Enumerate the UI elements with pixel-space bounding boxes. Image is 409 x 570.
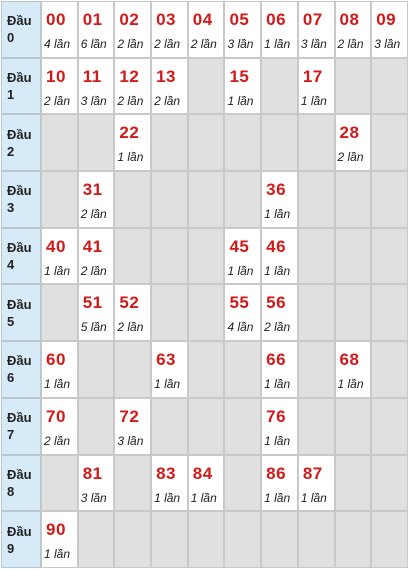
- empty-cell: [78, 341, 115, 398]
- row-head-label: Đầu: [7, 466, 32, 482]
- empty-cell: [114, 341, 151, 398]
- empty-cell: [298, 284, 335, 341]
- empty-cell: [188, 228, 225, 285]
- row-head-digit: 7: [7, 427, 15, 443]
- empty-cell: [188, 114, 225, 171]
- cell-number: 86: [266, 463, 287, 483]
- row-head-digit: 6: [7, 370, 15, 386]
- cell-number: 51: [82, 293, 103, 313]
- empty-cell: [335, 455, 372, 512]
- number-cell: [78, 1, 115, 58]
- cell-count: 1 lần: [44, 547, 71, 562]
- empty-cell: [41, 455, 78, 512]
- cell-count: 2 lần: [44, 433, 71, 448]
- number-cell: [41, 511, 78, 568]
- empty-cell: [114, 455, 151, 512]
- empty-cell: [261, 511, 298, 568]
- number-cell: [78, 171, 115, 228]
- number-cell: [78, 455, 115, 512]
- empty-cell: [371, 114, 408, 171]
- empty-cell: [371, 398, 408, 455]
- number-cell: [261, 228, 298, 285]
- cell-count: 3 lần: [227, 37, 254, 51]
- cell-number: 70: [46, 406, 66, 426]
- cell-number: 13: [156, 66, 176, 86]
- empty-cell: [188, 284, 225, 341]
- row-head-digit: 5: [7, 313, 15, 329]
- cell-count: 1 lần: [264, 263, 291, 278]
- cell-count: 2 lần: [80, 263, 107, 278]
- cell-number: 10: [46, 66, 66, 86]
- cell-number: 87: [302, 463, 323, 483]
- number-cell: [335, 114, 372, 171]
- number-cell: [41, 58, 78, 115]
- cell-count: 3 lần: [117, 433, 144, 448]
- cell-count: 1 lần: [300, 490, 327, 505]
- empty-cell: [261, 58, 298, 115]
- empty-cell: [224, 455, 261, 512]
- empty-cell: [41, 171, 78, 228]
- number-cell: [41, 341, 78, 398]
- empty-cell: [371, 455, 408, 512]
- cell-number: 84: [192, 463, 213, 483]
- cell-number: 22: [119, 123, 140, 143]
- empty-cell: [78, 398, 115, 455]
- empty-cell: [41, 114, 78, 171]
- row-head-5: [1, 284, 41, 341]
- empty-cell: [151, 171, 188, 228]
- empty-cell: [224, 511, 261, 568]
- empty-cell: [151, 511, 188, 568]
- cell-count: 6 lần: [80, 37, 107, 51]
- cell-number: 68: [339, 350, 360, 370]
- empty-cell: [224, 341, 261, 398]
- cell-count: 1 lần: [227, 93, 254, 108]
- empty-cell: [188, 58, 225, 115]
- cell-number: 31: [82, 180, 103, 200]
- row-head-label: Đầu: [7, 183, 32, 199]
- empty-cell: [188, 398, 225, 455]
- number-cell: [114, 1, 151, 58]
- number-cell: [224, 228, 261, 285]
- cell-number: 05: [229, 10, 250, 29]
- row-head-8: [1, 455, 41, 512]
- cell-number: 03: [156, 10, 176, 29]
- cell-count: 1 lần: [154, 377, 181, 392]
- cell-count: 1 lần: [264, 433, 291, 448]
- number-cell: [261, 1, 298, 58]
- row-head-label: Đầu: [7, 523, 32, 539]
- number-cell: [261, 398, 298, 455]
- cell-number: 40: [46, 236, 66, 256]
- cell-number: 36: [266, 180, 287, 200]
- empty-cell: [188, 341, 225, 398]
- row-head-label: Đầu: [7, 13, 32, 29]
- cell-count: 1 lần: [264, 377, 291, 392]
- cell-count: 2 lần: [117, 37, 144, 51]
- number-cell: [114, 284, 151, 341]
- cell-count: 1 lần: [190, 490, 217, 505]
- empty-cell: [224, 171, 261, 228]
- number-cell: [151, 58, 188, 115]
- empty-cell: [371, 341, 408, 398]
- empty-cell: [371, 284, 408, 341]
- row-head-label: Đầu: [7, 126, 32, 142]
- number-cell: [261, 284, 298, 341]
- empty-cell: [298, 511, 335, 568]
- cell-number: 45: [229, 236, 250, 256]
- empty-cell: [188, 171, 225, 228]
- number-cell: [224, 1, 261, 58]
- cell-number: 46: [266, 236, 287, 256]
- empty-cell: [41, 284, 78, 341]
- empty-cell: [371, 228, 408, 285]
- cell-number: 06: [266, 10, 287, 29]
- number-cell: [114, 58, 151, 115]
- row-head-label: Đầu: [7, 353, 32, 369]
- cell-count: 4 lần: [227, 320, 254, 335]
- empty-cell: [78, 511, 115, 568]
- empty-cell: [371, 511, 408, 568]
- cell-number: 41: [82, 236, 103, 256]
- row-head-6: [1, 341, 41, 398]
- cell-count: 1 lần: [264, 207, 291, 222]
- cell-count: 1 lần: [300, 93, 327, 108]
- row-head-digit: 0: [7, 30, 15, 46]
- empty-cell: [78, 114, 115, 171]
- cell-number: 72: [119, 406, 140, 426]
- empty-cell: [298, 341, 335, 398]
- number-cell: [78, 284, 115, 341]
- cell-count: 3 lần: [80, 490, 107, 505]
- cell-count: 2 lần: [80, 207, 107, 222]
- row-head-digit: 4: [7, 257, 15, 273]
- empty-cell: [224, 114, 261, 171]
- row-head-digit: 1: [7, 87, 15, 103]
- empty-cell: [335, 511, 372, 568]
- empty-cell: [335, 228, 372, 285]
- number-cell: [298, 1, 335, 58]
- cell-number: 60: [46, 350, 66, 370]
- cell-count: 1 lần: [44, 377, 71, 392]
- row-head-label: Đầu: [7, 410, 32, 426]
- cell-count: 2 lần: [190, 37, 217, 51]
- cell-number: 04: [192, 10, 213, 29]
- row-head-3: [1, 171, 41, 228]
- row-head-digit: 3: [7, 200, 15, 216]
- empty-cell: [335, 171, 372, 228]
- number-cell: [78, 58, 115, 115]
- cell-count: 2 lần: [337, 37, 364, 51]
- empty-cell: [298, 228, 335, 285]
- number-cell: [335, 1, 372, 58]
- row-head-label: Đầu: [7, 296, 32, 312]
- cell-number: 15: [229, 66, 250, 86]
- cell-count: 1 lần: [117, 150, 144, 165]
- empty-cell: [371, 58, 408, 115]
- row-head-9: [1, 511, 41, 568]
- cell-count: 2 lần: [337, 150, 364, 165]
- cell-count: 2 lần: [117, 93, 144, 108]
- number-cell: [261, 341, 298, 398]
- empty-cell: [298, 398, 335, 455]
- number-cell: [151, 455, 188, 512]
- cell-number: 02: [119, 10, 140, 29]
- row-head-label: Đầu: [7, 240, 32, 256]
- cell-count: 3 lần: [300, 37, 327, 51]
- cell-number: 52: [119, 293, 140, 313]
- cell-count: 2 lần: [44, 93, 71, 108]
- empty-cell: [298, 171, 335, 228]
- cell-number: 17: [302, 66, 323, 86]
- cell-count: 2 lần: [264, 320, 291, 335]
- empty-cell: [151, 228, 188, 285]
- number-cell: [371, 1, 408, 58]
- number-cell: [41, 398, 78, 455]
- empty-cell: [224, 398, 261, 455]
- number-cell: [151, 341, 188, 398]
- cell-count: 3 lần: [80, 93, 107, 108]
- number-cell: [298, 58, 335, 115]
- cell-number: 90: [46, 520, 66, 540]
- cell-count: 2 lần: [117, 320, 144, 335]
- cell-number: 63: [156, 350, 176, 370]
- cell-count: 1 lần: [227, 263, 254, 278]
- cell-number: 01: [82, 10, 103, 29]
- empty-cell: [371, 171, 408, 228]
- empty-cell: [335, 398, 372, 455]
- number-cell: [298, 455, 335, 512]
- cell-count: 1 lần: [44, 263, 71, 278]
- cell-count: 1 lần: [264, 490, 291, 505]
- cell-number: 09: [376, 10, 397, 29]
- row-head-digit: 8: [7, 483, 15, 499]
- cell-count: 1 lần: [154, 490, 181, 505]
- row-head-1: [1, 58, 41, 115]
- number-cell: [335, 341, 372, 398]
- cell-count: 1 lần: [337, 377, 364, 392]
- cell-number: 00: [46, 10, 66, 29]
- empty-cell: [298, 114, 335, 171]
- cell-number: 83: [156, 463, 176, 483]
- number-cell: [188, 1, 225, 58]
- number-cell: [224, 58, 261, 115]
- empty-cell: [151, 398, 188, 455]
- empty-cell: [335, 284, 372, 341]
- cell-count: 2 lần: [154, 37, 181, 51]
- cell-number: 81: [82, 463, 103, 483]
- number-cell: [78, 228, 115, 285]
- empty-cell: [114, 511, 151, 568]
- row-head-7: [1, 398, 41, 455]
- number-cell: [114, 114, 151, 171]
- row-head-0: [1, 1, 41, 58]
- cell-count: 4 lần: [44, 37, 71, 51]
- cell-count: 3 lần: [374, 37, 401, 51]
- cell-number: 55: [229, 293, 250, 313]
- empty-cell: [151, 284, 188, 341]
- empty-cell: [114, 228, 151, 285]
- empty-cell: [114, 171, 151, 228]
- lo-frequency-grid: [1, 1, 408, 568]
- empty-cell: [261, 114, 298, 171]
- cell-count: 1 lần: [264, 37, 291, 51]
- cell-number: 12: [119, 66, 140, 86]
- cell-number: 56: [266, 293, 287, 313]
- row-head-2: [1, 114, 41, 171]
- empty-cell: [151, 114, 188, 171]
- number-cell: [188, 455, 225, 512]
- empty-cell: [335, 58, 372, 115]
- cell-count: 2 lần: [154, 93, 181, 108]
- row-head-digit: 9: [7, 540, 15, 556]
- number-cell: [261, 171, 298, 228]
- number-cell: [261, 455, 298, 512]
- cell-number: 28: [339, 123, 360, 143]
- row-head-digit: 2: [7, 143, 15, 159]
- row-head-4: [1, 228, 41, 285]
- cell-number: 08: [339, 10, 360, 29]
- cell-number: 76: [266, 406, 287, 426]
- cell-number: 07: [302, 10, 323, 29]
- cell-count: 5 lần: [80, 320, 107, 335]
- row-head-label: Đầu: [7, 70, 32, 86]
- number-cell: [114, 398, 151, 455]
- number-cell: [151, 1, 188, 58]
- number-cell: [41, 1, 78, 58]
- cell-number: 11: [82, 66, 102, 86]
- cell-number: 66: [266, 350, 287, 370]
- empty-cell: [188, 511, 225, 568]
- number-cell: [41, 228, 78, 285]
- number-cell: [224, 284, 261, 341]
